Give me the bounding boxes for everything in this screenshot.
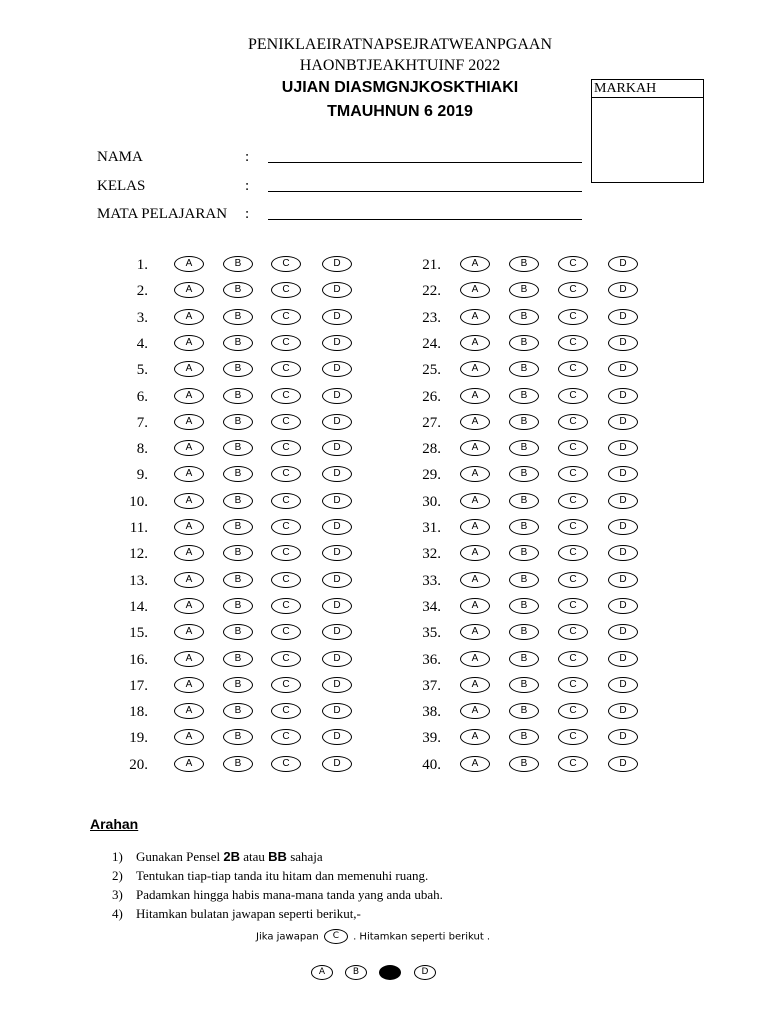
question-number: 7. xyxy=(136,414,148,431)
answer-bubble-b[interactable]: B xyxy=(223,624,253,640)
example-bubble-filled xyxy=(379,965,401,980)
instruction-bold: 2B xyxy=(223,849,240,864)
instruction-number: 1) xyxy=(112,849,123,864)
answer-bubble-c[interactable]: C xyxy=(558,519,588,535)
question-number: 34. xyxy=(422,598,441,615)
answer-bubble-d[interactable]: D xyxy=(608,598,638,614)
answer-bubble-a[interactable]: A xyxy=(174,598,204,614)
answer-bubble-b[interactable]: B xyxy=(509,388,539,404)
answer-bubble-d[interactable]: D xyxy=(322,335,352,351)
question-number: 21. xyxy=(422,257,441,273)
question-number: 24. xyxy=(422,335,441,352)
answer-bubble-c[interactable]: C xyxy=(558,677,588,693)
answer-bubble-d[interactable]: D xyxy=(608,519,638,535)
answer-bubble-a[interactable]: A xyxy=(460,651,490,667)
answer-bubble-a[interactable]: A xyxy=(460,361,490,377)
answer-bubble-c[interactable]: C xyxy=(271,309,301,325)
question-number: 36. xyxy=(422,651,441,668)
answer-bubble-a[interactable]: A xyxy=(460,335,490,351)
answer-bubble-c[interactable]: C xyxy=(271,493,301,509)
answer-bubble-a[interactable]: A xyxy=(460,677,490,693)
answer-bubble-d[interactable]: D xyxy=(608,677,638,693)
example-line xyxy=(256,929,490,944)
answer-bubble-b[interactable]: B xyxy=(223,729,253,745)
question-number: 6. xyxy=(136,388,148,405)
answer-bubble-b[interactable]: B xyxy=(509,361,539,377)
answer-bubble-d[interactable]: D xyxy=(322,466,352,482)
answer-bubble-a[interactable]: A xyxy=(174,651,204,667)
answer-bubble-b[interactable]: B xyxy=(509,624,539,640)
question-number: 15. xyxy=(129,625,148,642)
answer-bubble-b[interactable]: B xyxy=(509,493,539,509)
instruction-bold: BB xyxy=(268,849,287,864)
answer-bubble-b[interactable]: B xyxy=(223,282,253,298)
answer-bubble-b[interactable]: B xyxy=(509,440,539,456)
answer-bubble-b[interactable]: B xyxy=(223,388,253,404)
answer-bubble-d[interactable]: D xyxy=(322,651,352,667)
answer-bubble-a[interactable]: A xyxy=(174,756,204,772)
answer-bubble-d[interactable]: D xyxy=(608,440,638,456)
example-bubble-d: D xyxy=(414,965,436,980)
answer-bubble-d[interactable]: D xyxy=(322,256,352,272)
question-number: 11. xyxy=(129,520,148,536)
instruction-item xyxy=(112,868,428,884)
answer-bubble-d[interactable]: D xyxy=(608,256,638,272)
answer-bubble-a[interactable]: A xyxy=(174,256,204,272)
answer-bubble-d[interactable]: D xyxy=(608,335,638,351)
answer-bubble-c[interactable]: C xyxy=(558,598,588,614)
instruction-text: Padamkan hingga habis mana-mana tanda yang anda ubah. xyxy=(136,887,443,902)
answer-bubble-c[interactable]: C xyxy=(271,651,301,667)
example-text: Jika jawapan xyxy=(256,931,319,943)
header-line-1: PENIKLAEIRATNAPSEJRATWEANPGAAN xyxy=(248,36,552,53)
answer-bubble-b[interactable]: B xyxy=(509,335,539,351)
answer-bubble-d[interactable]: D xyxy=(608,388,638,404)
answer-bubble-b[interactable]: B xyxy=(223,677,253,693)
question-number: 13. xyxy=(129,572,148,589)
answer-bubble-c[interactable]: C xyxy=(271,677,301,693)
answer-bubble-d[interactable]: D xyxy=(322,624,352,640)
field-label-mata-pelajaran: MATA PELAJARAN xyxy=(97,206,228,222)
answer-bubble-d[interactable]: D xyxy=(608,651,638,667)
question-number: 31. xyxy=(422,520,441,536)
example-bubble-b: B xyxy=(345,965,367,980)
answer-bubble-b[interactable]: B xyxy=(509,598,539,614)
answer-bubble-a[interactable]: A xyxy=(174,414,204,430)
instruction-number: 4) xyxy=(112,906,123,921)
question-number: 39. xyxy=(422,730,441,747)
question-number: 16. xyxy=(129,651,148,668)
question-number: 28. xyxy=(422,441,441,458)
answer-bubble-d[interactable]: D xyxy=(322,414,352,430)
example-bubble-a: A xyxy=(311,965,333,980)
answer-bubble-c[interactable]: C xyxy=(558,440,588,456)
instruction-text: Tentukan tiap-tiap tanda itu hitam dan memenuhi ruang. xyxy=(136,868,429,883)
answer-bubble-d[interactable]: D xyxy=(608,282,638,298)
answer-bubble-a[interactable]: A xyxy=(460,388,490,404)
answer-bubble-c[interactable]: C xyxy=(271,256,301,272)
answer-bubble-b[interactable]: B xyxy=(509,519,539,535)
answer-bubble-c[interactable]: C xyxy=(271,545,301,561)
question-number: 30. xyxy=(422,493,441,510)
answer-bubble-c[interactable]: C xyxy=(271,414,301,430)
answer-bubble-d[interactable]: D xyxy=(322,361,352,377)
answer-bubble-a[interactable]: A xyxy=(174,545,204,561)
answer-bubble-c[interactable]: C xyxy=(558,466,588,482)
answer-bubble-a[interactable]: A xyxy=(174,335,204,351)
answer-bubble-d[interactable]: D xyxy=(608,361,638,377)
question-number: 12. xyxy=(129,546,148,563)
question-number: 17. xyxy=(129,677,148,694)
answer-bubble-a[interactable]: A xyxy=(174,361,204,377)
field-label-kelas: KELAS xyxy=(97,178,146,194)
example-answer-bubble: C xyxy=(324,929,348,944)
question-number: 19. xyxy=(129,730,148,747)
question-number: 33. xyxy=(422,572,441,589)
question-number: 29. xyxy=(422,467,441,484)
question-number: 9. xyxy=(136,467,148,484)
answer-bubble-a[interactable]: A xyxy=(174,282,204,298)
answer-bubble-c[interactable]: C xyxy=(558,493,588,509)
answer-bubble-d[interactable]: D xyxy=(322,493,352,509)
answer-bubble-a[interactable]: A xyxy=(460,572,490,588)
answer-bubble-a[interactable]: A xyxy=(460,624,490,640)
answer-bubble-b[interactable]: B xyxy=(223,493,253,509)
answer-bubble-d[interactable]: D xyxy=(322,309,352,325)
answer-bubble-a[interactable]: A xyxy=(460,466,490,482)
answer-bubble-c[interactable]: C xyxy=(271,519,301,535)
answer-bubble-a[interactable]: A xyxy=(460,282,490,298)
answer-bubble-d[interactable]: D xyxy=(322,572,352,588)
answer-bubble-c[interactable]: C xyxy=(271,335,301,351)
answer-bubble-c[interactable]: C xyxy=(558,572,588,588)
header-line-4: TMAUHNUN 6 2019 xyxy=(327,103,473,120)
answer-bubble-a[interactable]: A xyxy=(174,519,204,535)
answer-bubble-d[interactable]: D xyxy=(608,493,638,509)
answer-bubble-c[interactable]: C xyxy=(271,440,301,456)
question-number: 27. xyxy=(422,414,441,431)
answer-bubble-d[interactable]: D xyxy=(608,703,638,719)
answer-bubble-a[interactable]: A xyxy=(174,677,204,693)
instructions-title: Arahan xyxy=(90,816,139,832)
instruction-number: 2) xyxy=(112,868,123,883)
answer-bubble-c[interactable]: C xyxy=(271,361,301,377)
answer-bubble-b[interactable]: B xyxy=(509,466,539,482)
answer-bubble-a[interactable]: A xyxy=(460,493,490,509)
answer-bubble-c[interactable]: C xyxy=(558,545,588,561)
answer-bubble-d[interactable]: D xyxy=(608,309,638,325)
question-number: 25. xyxy=(422,362,441,379)
answer-bubble-b[interactable]: B xyxy=(509,703,539,719)
question-number: 23. xyxy=(422,309,441,326)
mata-pelajaran-field[interactable] xyxy=(268,219,582,220)
answer-bubble-b[interactable]: B xyxy=(223,756,253,772)
answer-bubble-c[interactable]: C xyxy=(271,598,301,614)
instruction-text: Hitamkan bulatan jawapan seperti berikut,- xyxy=(136,906,361,921)
answer-bubble-a[interactable]: A xyxy=(174,388,204,404)
answer-bubble-a[interactable]: A xyxy=(460,440,490,456)
kelas-field[interactable] xyxy=(268,191,582,192)
question-number: 8. xyxy=(136,441,148,458)
answer-bubble-d[interactable]: D xyxy=(322,282,352,298)
answer-bubble-b[interactable]: B xyxy=(509,677,539,693)
question-number: 2. xyxy=(136,283,148,300)
answer-bubble-c[interactable]: C xyxy=(558,335,588,351)
answer-bubble-c[interactable]: C xyxy=(558,361,588,377)
answer-bubble-a[interactable]: A xyxy=(460,598,490,614)
question-number: 22. xyxy=(422,283,441,300)
header-line-3: UJIAN DIASMGNJKOSKTHIAKI xyxy=(281,79,519,96)
question-number: 18. xyxy=(129,704,148,721)
question-number: 32. xyxy=(422,546,441,563)
instruction-text: Gunakan Pensel xyxy=(136,849,224,864)
question-number: 38. xyxy=(422,704,441,721)
answer-bubble-d[interactable]: D xyxy=(322,703,352,719)
answer-bubble-d[interactable]: D xyxy=(608,729,638,745)
question-number: 20. xyxy=(129,756,148,773)
answer-bubble-c[interactable]: C xyxy=(271,282,301,298)
question-number: 4. xyxy=(136,335,148,352)
answer-bubble-c[interactable]: C xyxy=(558,624,588,640)
answer-bubble-b[interactable]: B xyxy=(509,545,539,561)
answer-bubble-d[interactable]: D xyxy=(322,677,352,693)
answer-bubble-c[interactable]: C xyxy=(558,282,588,298)
answer-bubble-c[interactable]: C xyxy=(558,703,588,719)
answer-bubble-c[interactable]: C xyxy=(558,388,588,404)
answer-bubble-c[interactable]: C xyxy=(558,256,588,272)
answer-bubble-b[interactable]: B xyxy=(509,651,539,667)
answer-bubble-c[interactable]: C xyxy=(558,729,588,745)
answer-bubble-c[interactable]: C xyxy=(558,414,588,430)
answer-bubble-d[interactable]: D xyxy=(608,624,638,640)
answer-bubble-b[interactable]: B xyxy=(509,256,539,272)
field-colon: : xyxy=(245,206,250,222)
answer-bubble-a[interactable]: A xyxy=(174,493,204,509)
answer-bubble-b[interactable]: B xyxy=(223,703,253,719)
field-label-nama: NAMA xyxy=(97,149,143,165)
answer-bubble-c[interactable]: C xyxy=(271,729,301,745)
instruction-item xyxy=(112,887,443,903)
answer-bubble-d[interactable]: D xyxy=(322,388,352,404)
instruction-text: atau xyxy=(240,849,269,864)
answer-bubble-c[interactable]: C xyxy=(271,466,301,482)
answer-bubble-b[interactable]: B xyxy=(223,598,253,614)
answer-bubble-c[interactable]: C xyxy=(558,756,588,772)
answer-bubble-a[interactable]: A xyxy=(174,729,204,745)
answer-bubble-b[interactable]: B xyxy=(223,361,253,377)
answer-bubble-b[interactable]: B xyxy=(509,572,539,588)
answer-bubble-d[interactable]: D xyxy=(322,598,352,614)
answer-bubble-a[interactable]: A xyxy=(460,703,490,719)
answer-bubble-c[interactable]: C xyxy=(271,572,301,588)
answer-bubble-b[interactable]: B xyxy=(223,440,253,456)
answer-bubble-d[interactable]: D xyxy=(322,440,352,456)
question-number: 5. xyxy=(136,362,148,379)
answer-bubble-d[interactable]: D xyxy=(322,729,352,745)
answer-bubble-c[interactable]: C xyxy=(558,309,588,325)
answer-bubble-a[interactable]: A xyxy=(174,440,204,456)
answer-bubble-a[interactable]: A xyxy=(460,309,490,325)
answer-bubble-d[interactable]: D xyxy=(322,756,352,772)
question-number: 40. xyxy=(422,756,441,773)
field-colon: : xyxy=(245,178,250,194)
answer-bubble-a[interactable]: A xyxy=(460,545,490,561)
answer-bubble-b[interactable]: B xyxy=(509,282,539,298)
instruction-text: sahaja xyxy=(286,849,323,864)
answer-bubble-a[interactable]: A xyxy=(460,519,490,535)
question-number: 37. xyxy=(422,677,441,694)
markah-label: MARKAH xyxy=(592,80,703,98)
answer-bubble-a[interactable]: A xyxy=(174,703,204,719)
answer-bubble-b[interactable]: B xyxy=(223,309,253,325)
answer-bubble-a[interactable]: A xyxy=(174,309,204,325)
answer-bubble-a[interactable]: A xyxy=(174,466,204,482)
answer-bubble-b[interactable]: B xyxy=(223,335,253,351)
answer-bubble-c[interactable]: C xyxy=(271,388,301,404)
answer-bubble-d[interactable]: D xyxy=(608,414,638,430)
question-number: 3. xyxy=(136,309,148,326)
answer-bubble-b[interactable]: B xyxy=(223,256,253,272)
question-number: 14. xyxy=(129,598,148,615)
question-number: 10. xyxy=(129,493,148,510)
answer-bubble-b[interactable]: B xyxy=(223,651,253,667)
answer-bubble-c[interactable]: C xyxy=(271,624,301,640)
answer-bubble-a[interactable]: A xyxy=(174,572,204,588)
answer-bubble-a[interactable]: A xyxy=(460,256,490,272)
answer-bubble-a[interactable]: A xyxy=(460,756,490,772)
answer-bubble-d[interactable]: D xyxy=(608,572,638,588)
answer-bubble-c[interactable]: C xyxy=(271,703,301,719)
answer-bubble-b[interactable]: B xyxy=(223,466,253,482)
question-number: 35. xyxy=(422,625,441,642)
answer-bubble-c[interactable]: C xyxy=(558,651,588,667)
answer-bubble-a[interactable]: A xyxy=(460,414,490,430)
answer-bubble-a[interactable]: A xyxy=(174,624,204,640)
field-colon: : xyxy=(245,149,250,165)
nama-field[interactable] xyxy=(268,162,582,163)
answer-bubble-b[interactable]: B xyxy=(223,545,253,561)
answer-bubble-d[interactable]: D xyxy=(322,519,352,535)
answer-bubble-c[interactable]: C xyxy=(271,756,301,772)
answer-bubble-b[interactable]: B xyxy=(509,729,539,745)
answer-bubble-d[interactable]: D xyxy=(608,756,638,772)
markah-box xyxy=(591,79,704,183)
header-line-2: HAONBTJEAKHTUINF 2022 xyxy=(299,57,501,74)
instruction-item xyxy=(112,849,323,865)
answer-bubble-d[interactable]: D xyxy=(322,545,352,561)
answer-bubble-a[interactable]: A xyxy=(460,729,490,745)
answer-bubble-b[interactable]: B xyxy=(509,309,539,325)
question-number: 1. xyxy=(136,257,148,273)
answer-bubble-b[interactable]: B xyxy=(223,414,253,430)
example-text: . Hitamkan seperti berikut . xyxy=(353,931,491,943)
instruction-number: 3) xyxy=(112,887,123,902)
answer-bubble-d[interactable]: D xyxy=(608,545,638,561)
answer-bubble-b[interactable]: B xyxy=(223,519,253,535)
answer-bubble-b[interactable]: B xyxy=(223,572,253,588)
question-number: 26. xyxy=(422,388,441,405)
answer-bubble-d[interactable]: D xyxy=(608,466,638,482)
answer-bubble-b[interactable]: B xyxy=(509,414,539,430)
instruction-item xyxy=(112,906,361,922)
answer-bubble-b[interactable]: B xyxy=(509,756,539,772)
